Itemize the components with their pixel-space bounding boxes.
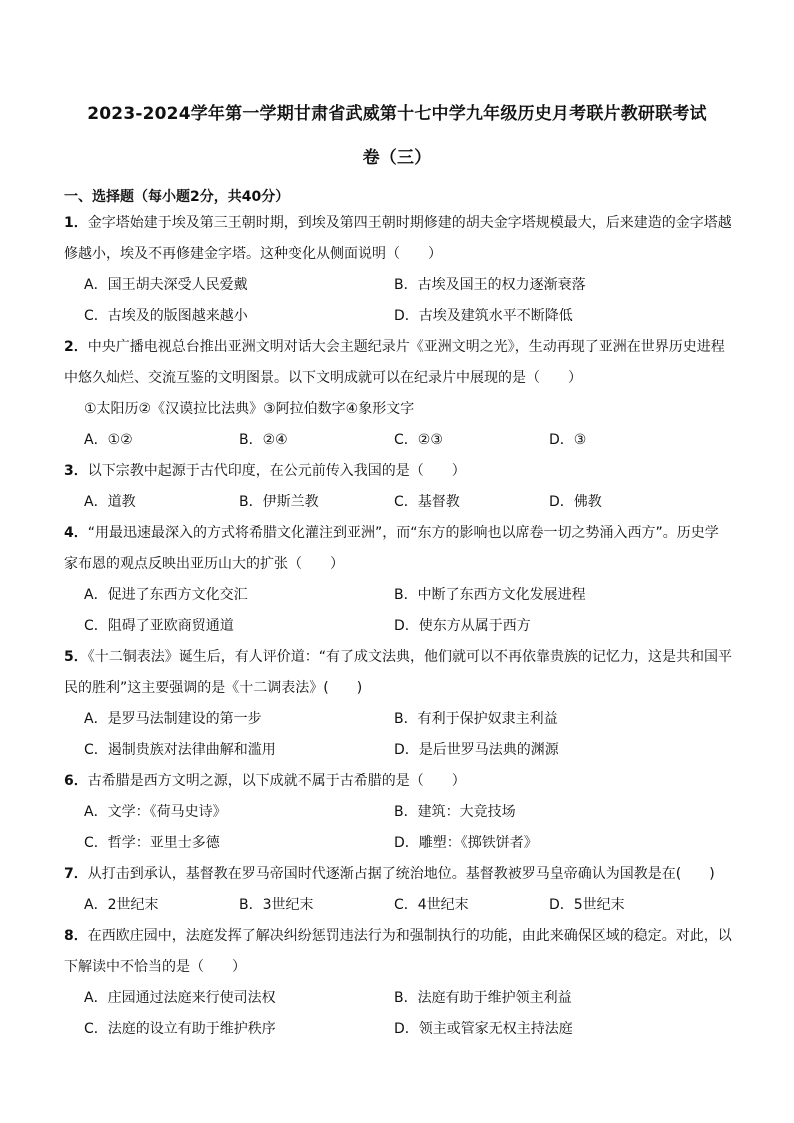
question-1: [62, 208, 732, 332]
exam-title: [62, 92, 732, 180]
question-text: 从打击到承认，基督教在罗马帝国时代逐渐占据了统治地位。基督教被罗马皇帝确认为国教是在( ): [87, 866, 715, 882]
question-number: 1．: [64, 215, 88, 231]
option-b[interactable]: B．法庭有助于维护领主利益: [394, 990, 572, 1006]
option-c[interactable]: C．基督教: [394, 494, 460, 510]
option-c[interactable]: C．哲学：亚里士多德: [84, 835, 220, 851]
option-d[interactable]: D．③: [549, 432, 587, 448]
question-number: 6．: [64, 773, 88, 789]
question-3: [62, 456, 732, 518]
question-text: 在西欧庄园中，法庭发挥了解决纠纷惩罚违法行为和强制执行的功能，由此来确保区域的稳定。对此，以下解读中不恰当的是（ ）: [64, 928, 732, 975]
option-d[interactable]: D．领主或管家无权主持法庭: [394, 1021, 573, 1037]
option-a[interactable]: A．①②: [84, 432, 133, 448]
question-text: 中央广播电视总台推出亚洲文明对话大会主题纪录片《亚洲文明之光》，生动再现了亚洲在世界历史进程中悠久灿烂、交流互鉴的文明图景。以下文明成就可以在纪录片中展现的是（ ）: [64, 339, 725, 386]
option-d[interactable]: D．雕塑：《掷铁饼者》: [394, 835, 538, 851]
option-b[interactable]: B．建筑：大竞技场: [394, 804, 516, 820]
question-6: [62, 766, 732, 859]
option-list: [84, 487, 732, 518]
question-text: 《十二铜表法》诞生后，有人评价道：“有了成文法典，他们就可以不再依靠贵族的记忆力，这是共和国平民的胜利”这主要强调的是《十二调表法》( ): [64, 649, 733, 696]
question-number: 4．: [64, 525, 88, 541]
question-number: 3．: [64, 463, 88, 479]
option-list: [84, 797, 732, 859]
question-2: [62, 332, 732, 456]
question-text: 金字塔始建于埃及第三王朝时期，到埃及第四王朝时期修建的胡夫金字塔规模最大，后来建造的金字塔越修越小，埃及不再修建金字塔。这种变化从侧面说明（ ）: [64, 215, 732, 262]
option-b[interactable]: B．中断了东西方文化发展进程: [394, 587, 586, 603]
option-a[interactable]: A．是罗马法制建设的第一步: [84, 711, 262, 727]
option-list: [84, 983, 732, 1045]
option-c[interactable]: C．4世纪末: [394, 897, 469, 913]
option-c[interactable]: C．阻碍了亚欧商贸通道: [84, 618, 234, 634]
question-stem: [64, 921, 732, 983]
option-c[interactable]: C．法庭的设立有助于维护秩序: [84, 1021, 276, 1037]
option-c[interactable]: C．遏制贵族对法律曲解和滥用: [84, 742, 276, 758]
question-text: 以下宗教中起源于古代印度，在公元前传入我国的是（ ）: [87, 463, 466, 479]
option-b[interactable]: B．3世纪末: [239, 897, 314, 913]
option-a[interactable]: A．庄园通过法庭来行使司法权: [84, 990, 276, 1006]
option-list: [84, 704, 732, 766]
question-number: 2．: [64, 339, 88, 355]
option-list: [84, 580, 732, 642]
question-5: [62, 642, 732, 766]
option-d[interactable]: D．使东方从属于西方: [394, 618, 531, 634]
option-a[interactable]: A．2世纪末: [84, 897, 159, 913]
question-number: 7．: [64, 866, 88, 882]
question-text: “用最迅速最深入的方式将希腊文化灌注到亚洲”，而“东方的影响也以席卷一切之势涌入西方”。历史学家布恩的观点反映出亚历山大的扩张（ ）: [64, 525, 719, 572]
option-list: [84, 890, 732, 921]
option-a[interactable]: A．文学：《荷马史诗》: [84, 804, 227, 820]
question-8: [62, 921, 732, 1045]
option-a[interactable]: A．道教: [84, 494, 136, 510]
section-heading: 一、选择题（每小题2分，共40分）: [64, 189, 290, 205]
option-a[interactable]: A．促进了东西方文化交汇: [84, 587, 248, 603]
question-7: [62, 859, 732, 921]
question-stem: [64, 642, 732, 704]
option-a[interactable]: A．国王胡夫深受人民爱戴: [84, 277, 248, 293]
question-stem: [64, 766, 732, 797]
item-bank: ①太阳历②《汉谟拉比法典》③阿拉伯数字④象形文字: [84, 401, 415, 417]
option-c[interactable]: C．古埃及的版图越来越小: [84, 308, 248, 324]
question-number: 8．: [64, 928, 88, 944]
option-list: [84, 425, 732, 456]
option-b[interactable]: B．伊斯兰教: [239, 494, 319, 510]
exam-title-line1: 2023-2024学年第一学期甘肃省武威第十七中学九年级历史月考联片教研联考试: [87, 104, 707, 124]
option-d[interactable]: D．5世纪末: [549, 897, 625, 913]
question-stem: [64, 456, 732, 487]
option-b[interactable]: B．古埃及国王的权力逐渐衰落: [394, 277, 586, 293]
question-stem: [64, 208, 732, 270]
exam-title-line2: 卷（三）: [362, 148, 432, 168]
option-d[interactable]: D．是后世罗马法典的渊源: [394, 742, 559, 758]
question-stem: [64, 859, 732, 890]
question-4: [62, 518, 732, 642]
option-d[interactable]: D．佛教: [549, 494, 602, 510]
question-text: 古希腊是西方文明之源，以下成就不属于古希腊的是（ ）: [87, 773, 466, 789]
option-list: [84, 270, 732, 332]
option-d[interactable]: D．古埃及建筑水平不断降低: [394, 308, 573, 324]
question-stem: [64, 332, 732, 394]
option-b[interactable]: B．②④: [239, 432, 288, 448]
option-c[interactable]: C．②③: [394, 432, 443, 448]
option-b[interactable]: B．有利于保护奴隶主利益: [394, 711, 558, 727]
question-number: 5．: [64, 649, 88, 665]
question-stem: [64, 518, 732, 580]
